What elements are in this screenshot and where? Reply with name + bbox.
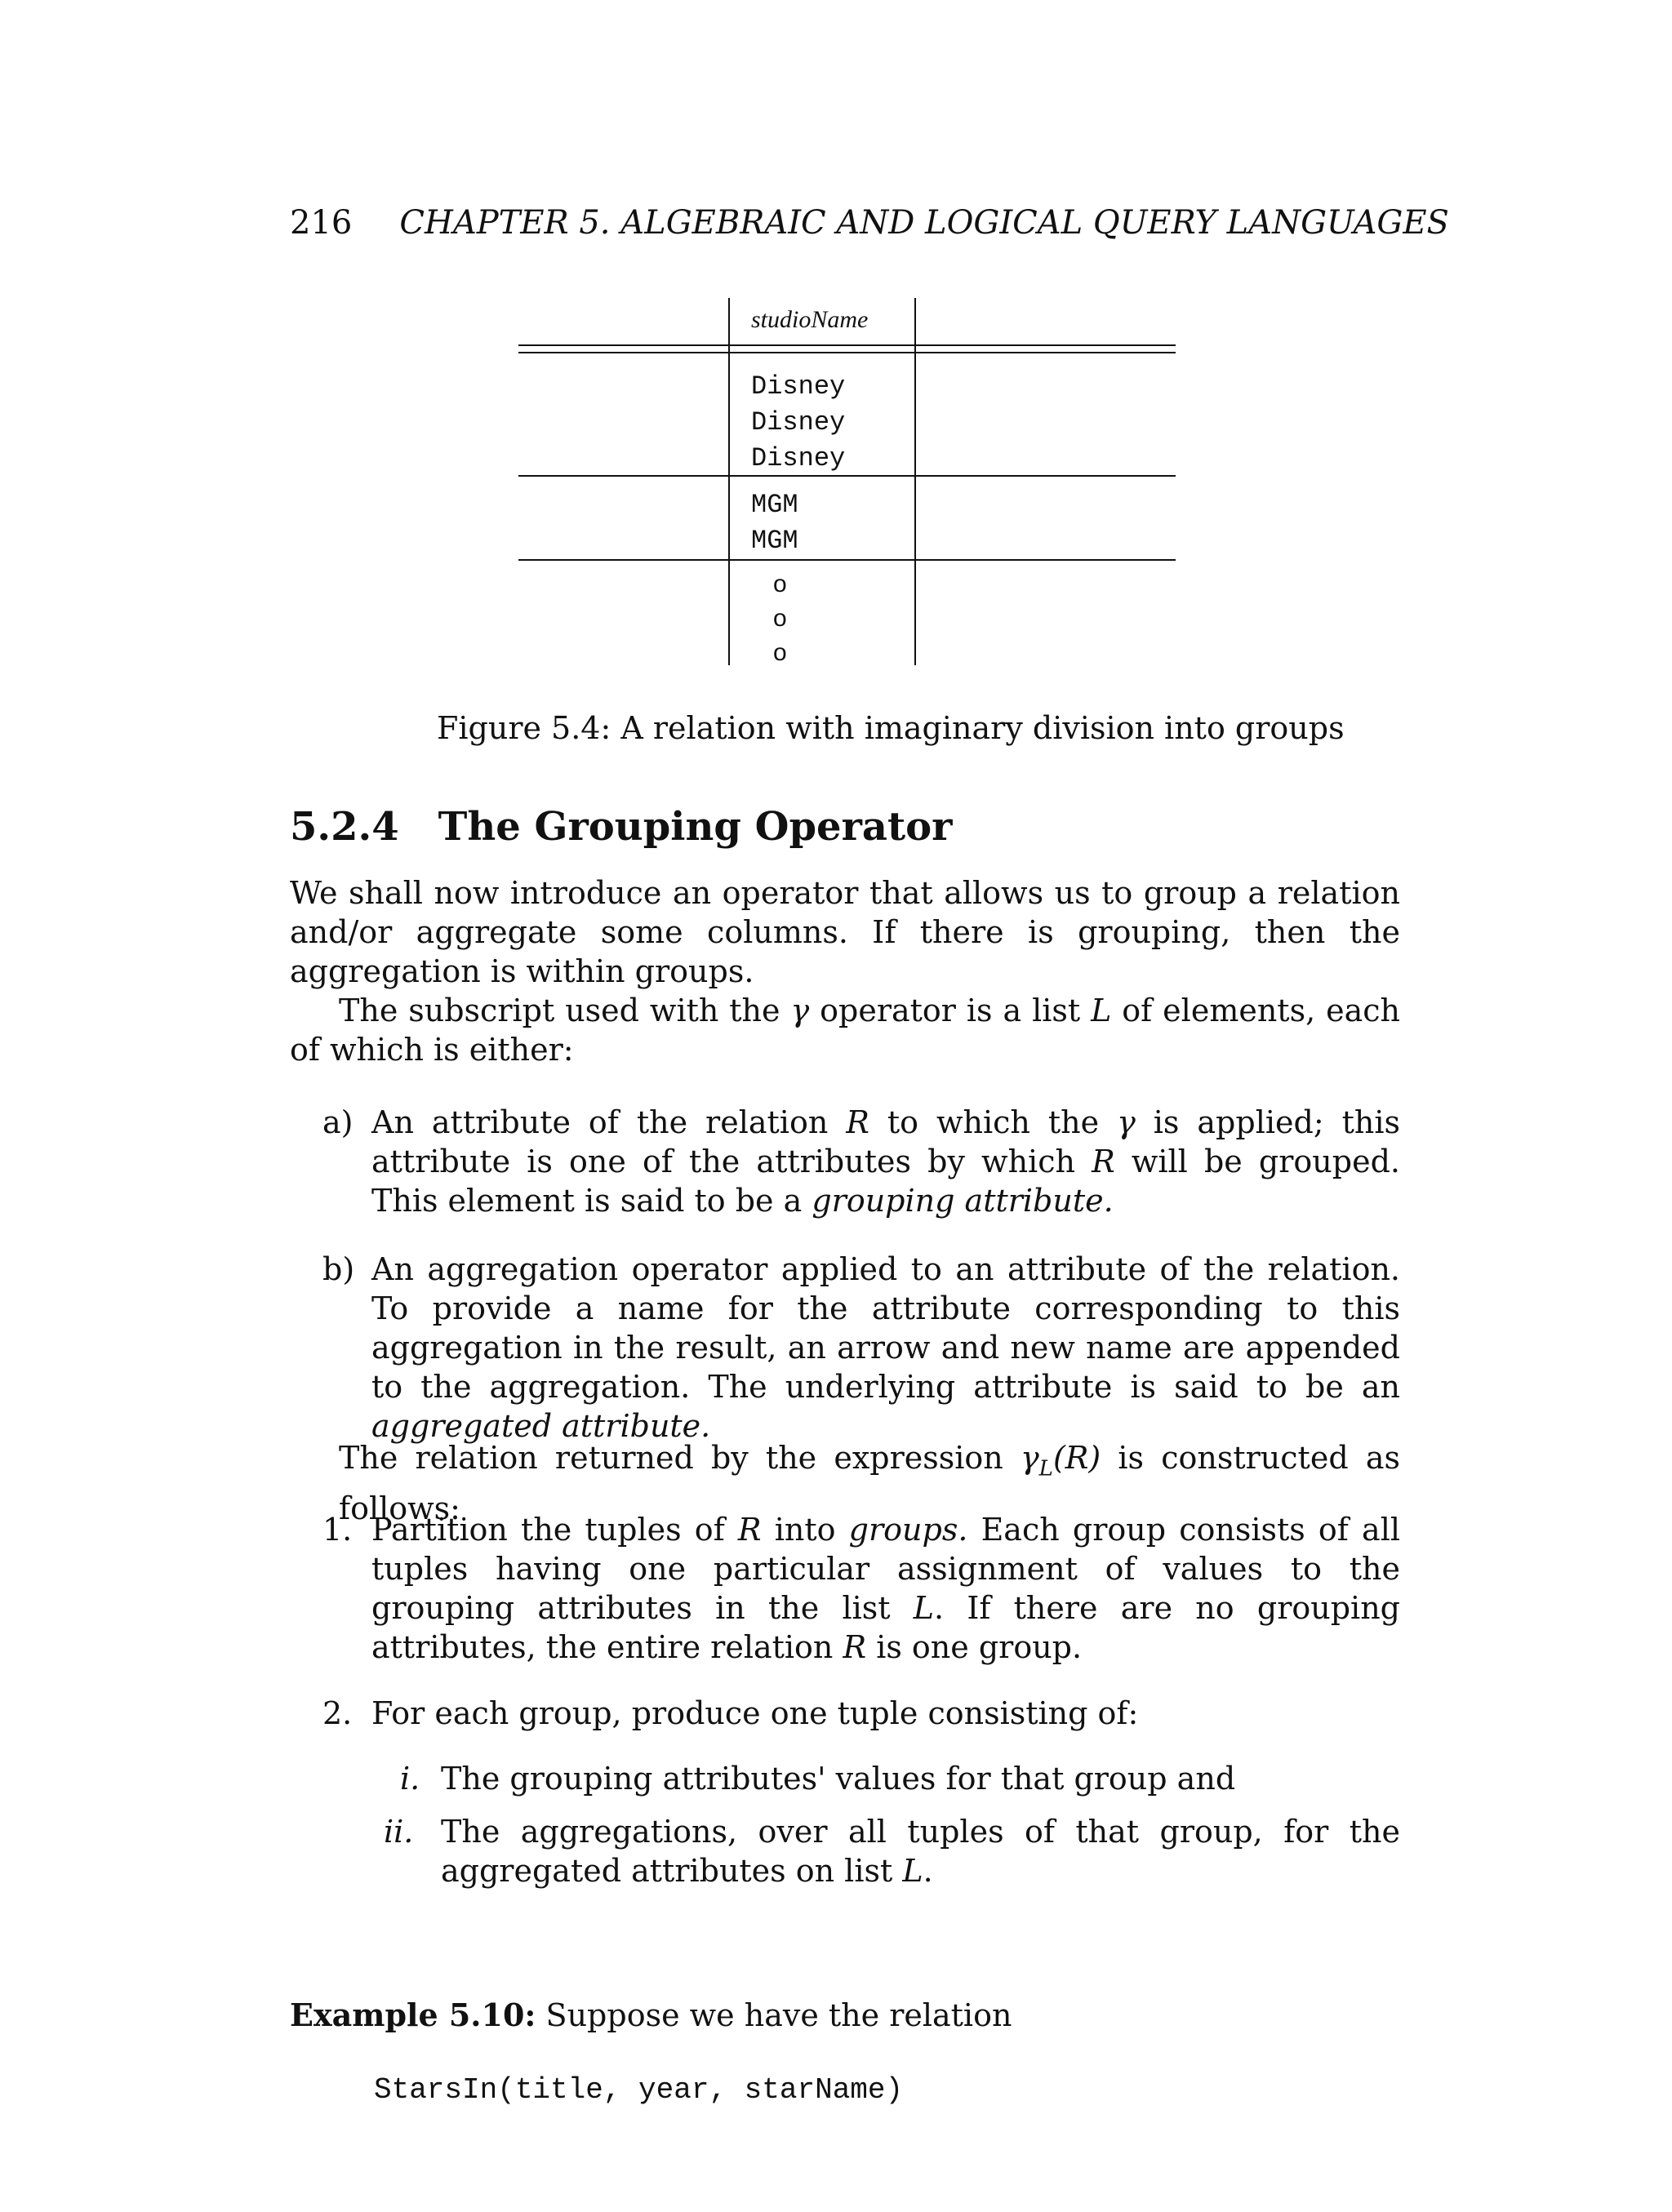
list-label: a) xyxy=(322,1104,354,1140)
running-header xyxy=(290,204,1449,242)
list-item-i xyxy=(384,1759,1400,1798)
text-run: The aggregations, over all tuples of that group, for the aggregated attributes on list xyxy=(441,1814,1400,1889)
list-text xyxy=(371,1103,1400,1220)
text-run: is constructed as follows: xyxy=(339,1440,1400,1526)
list-text: For each group, produce one tuple consisting of: xyxy=(371,1695,1139,1731)
math-L: L xyxy=(902,1853,923,1889)
section-title: The Grouping Operator xyxy=(438,804,953,850)
list-label: i. xyxy=(400,1761,420,1797)
text-run: The subscript used with the xyxy=(339,993,791,1028)
list-label: 2. xyxy=(322,1695,353,1731)
cell-value: Disney xyxy=(751,371,846,402)
list-item-2 xyxy=(322,1694,1400,1733)
figure-relation-groups xyxy=(518,298,1176,665)
paragraph-intro: We shall now introduce an operator that allows us to group a relation and/or aggregate some columns. If there is grouping, then the aggregation is within groups. xyxy=(290,875,1400,989)
page-number: 216 xyxy=(290,204,353,242)
term-aggregated-attribute: aggregated attribute. xyxy=(371,1408,711,1444)
ellipsis-dot: o xyxy=(773,571,787,597)
group-ellipsis xyxy=(773,567,787,670)
text-run: Each group consists of all tuples having one particular assignment of values to the grouping attributes in the list xyxy=(371,1512,1400,1626)
group-divider xyxy=(518,559,1176,561)
text-run: An aggregation operator applied to an attribute of the relation. To provide a name for the attribute corresponding to this aggregation in the result, an arrow and new name are appended to the aggregation. The underlying attribute is said to be an xyxy=(371,1251,1400,1405)
text-run: . If there are no grouping attributes, the entire relation xyxy=(371,1590,1401,1665)
math-R: R xyxy=(737,1512,762,1548)
section-number: 5.2.4 xyxy=(290,804,399,850)
gamma-symbol: γ xyxy=(1117,1104,1136,1140)
text-run: is applied; this attribute is one of the attributes by which xyxy=(371,1104,1400,1179)
text-run: to which the xyxy=(869,1104,1118,1140)
list-item-b xyxy=(322,1250,1400,1446)
gamma-symbol: γ xyxy=(1020,1440,1039,1476)
text-run: into xyxy=(761,1512,849,1548)
math-argument: (R) xyxy=(1052,1440,1101,1476)
chapter-title: CHAPTER 5. ALGEBRAIC AND LOGICAL QUERY LANGUAGES xyxy=(399,204,1449,242)
math-R: R xyxy=(1092,1144,1115,1179)
math-subscript-L: L xyxy=(1038,1456,1053,1481)
text-run: An attribute of the relation xyxy=(371,1104,847,1140)
example-paragraph xyxy=(290,1996,1400,2035)
term-groups: groups. xyxy=(848,1512,968,1548)
list-text xyxy=(441,1812,1400,1890)
cell-value: Disney xyxy=(751,407,846,438)
list-label: b) xyxy=(322,1251,355,1287)
math-R: R xyxy=(843,1629,867,1665)
section-heading xyxy=(290,804,952,850)
cell-value: MGM xyxy=(751,526,798,556)
example-label: Example 5.10: xyxy=(290,1997,536,2033)
ellipsis-dot: o xyxy=(773,605,787,632)
math-L: L xyxy=(913,1590,935,1626)
list-text xyxy=(371,1510,1400,1667)
group-divider xyxy=(518,475,1176,477)
term-grouping-attribute: grouping attribute. xyxy=(812,1183,1114,1219)
list-text xyxy=(371,1250,1400,1446)
text-run: operator is a list xyxy=(809,993,1092,1028)
gamma-symbol: γ xyxy=(790,993,810,1028)
list-label: 1. xyxy=(322,1512,353,1548)
text-run: . xyxy=(923,1853,933,1889)
ellipsis-dot: o xyxy=(773,639,787,666)
list-item-a xyxy=(322,1103,1400,1220)
math-R: R xyxy=(846,1104,869,1140)
text-run: is one group. xyxy=(866,1629,1083,1665)
text-run: will be grouped. This element is said to be a xyxy=(371,1144,1400,1219)
math-L: L xyxy=(1091,993,1112,1028)
figure-caption: Figure 5.4: A relation with imaginary division into groups xyxy=(437,710,1345,746)
group-mgm xyxy=(751,487,798,559)
column-header: studioName xyxy=(751,306,869,333)
list-label: ii. xyxy=(384,1814,414,1850)
text-run: Suppose we have the relation xyxy=(536,1997,1012,2033)
list-item-ii xyxy=(384,1812,1400,1890)
cell-value: MGM xyxy=(751,490,798,520)
header-rule-bottom xyxy=(518,352,1176,353)
text-run: of elements, each of which is either: xyxy=(290,993,1401,1068)
list-text: The grouping attributes' values for that group and xyxy=(441,1761,1236,1797)
code-relation-schema: StarsIn(title, year, starName) xyxy=(374,2073,904,2107)
header-rule-top xyxy=(518,344,1176,346)
group-disney xyxy=(751,369,845,477)
text-run: The relation returned by the expression xyxy=(339,1440,1021,1476)
paragraph-subscript xyxy=(290,991,1400,1069)
list-item-1 xyxy=(322,1510,1400,1667)
text-run: Partition the tuples of xyxy=(371,1512,738,1548)
cell-value: Disney xyxy=(751,443,846,473)
